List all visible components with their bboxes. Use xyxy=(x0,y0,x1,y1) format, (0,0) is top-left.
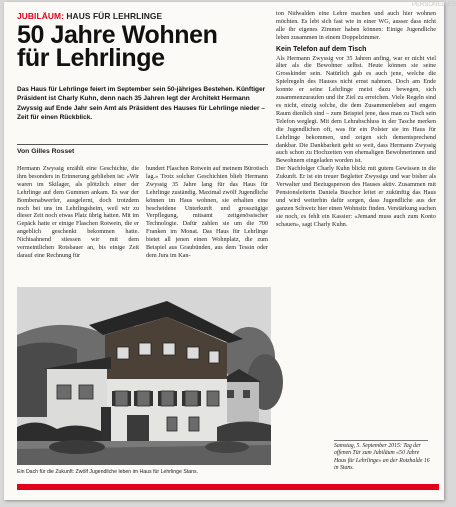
headline-line-2: für Lehrlinge xyxy=(17,44,165,72)
text-column-2 xyxy=(146,165,268,260)
text-column-1 xyxy=(17,165,139,260)
article-lead: Das Haus für Lehrlinge feiert im September sein 50-jähriges Bestehen. Künftiger Präsident ist Charly Kuhn, denn nach 35 Jahren legt der Architekt Hermann Zwyssig auf Ende Jahr sein Amt als Präsident des Hauses für Lehrlinge nieder – Zeit für einen Rückblick. xyxy=(17,86,266,122)
headline-line-1: 50 Jahre Wohnen xyxy=(17,21,218,49)
kicker-section: HAUS FÜR LEHRLINGE xyxy=(66,11,163,21)
body-paragraph: Hermann Zwyssig erzählt eine Geschichte, die ihm besonders in Erinnerung geblieben ist: «Wir waren im Skilager, als plötzlich einer der Lehrlinge auf dem Gummen ankam. Es war der Bombenabwerfer, ausgelernt, doch trotzdem noch bei uns im Lehrlingsheim, weil wir zu dieser Zeit noch etwas Platz übrig hatten. Mit im Gepäck hatte er einige Flaschen Rotwein, die er angeblich geschenkt bekommen hatte. Nichtsahnend stiessen wir mit dem vermeintlichen Rotsbauer an, bis einige Zeit darauf eine Rechnung für xyxy=(17,165,139,259)
text-column-3 xyxy=(276,10,436,228)
section-kicker xyxy=(17,11,162,21)
kicker-rubric: JUBILÄUM: xyxy=(17,11,64,21)
newspaper-page xyxy=(4,2,456,500)
body-paragraph: ton Nidwalden eine Lehre machen und auch hier wohnen möchten. Es lebt sich fast wie in einer WG, ausser dass nicht alle ihr eigenes Zimmer haben können: Einige Jugendliche leben zusammen in einem Doppelzimmer. xyxy=(276,10,436,41)
bleed-through-text: PERSONELLES xyxy=(412,2,456,8)
body-paragraph: Als Hermann Zwyssig vor 35 Jahren anfing, war er nicht viel älter als die Bewohner selbst. Heute können sie seine Grosskinder sein. Natürlich gab es auch jene, welche die Spielregeln des Hauses nicht ernst nahmen. Doch am Ende konnte er seine Lehrlinge meist dazu bewegen, sich zusammenzuraufen und ihr Ziel zu erreichen. Viele Regeln sind es nicht, einzig solche, die dem Zusammenleben auf engem Raum dienlich sind – zum Beispiel jene, dass man zu Tisch sein Telefon weglegt. Mit dem Lehrabschluss in der Tasche merken die Jugendlichen oft, was für ein Polster sie im Haus für Lehrlinge bekommen, und zeigen sich dementsprechend dankbar. Die Dankbarkeit geht so weit, dass Hermann Zwyssig auch schon zu Hochzeiten von ehemaligen Bewohnerinnen und Bewohnern eingeladen worden ist. xyxy=(276,54,436,165)
photo-caption: Ein Dach für die Zukunft: Zwölf Jugendliche leben im Haus für Lehrlinge Stans. xyxy=(17,469,199,475)
divider xyxy=(334,440,428,441)
body-paragraph: Der Nachfolger Charly Kuhn blickt mit gutem Gewissen in die Zukunft. Er ist ein treuer Begleiter Zwyssigs und war bisher als Verwalter und Beziugsperson des Hauses aktiv. Zusammen mit Pensionsleiterin Daniela Buschor leitet er zukünftig das Haus und wird weiterhin dafür sorgen, dass Jugendliche aus der ganzen Schweiz hier einen Wohnsitz finden. Verstärkung suchen sie noch, es fehlt ein Kassier: «Jemand muss auch zum Konto schauen», sagt Charly Kuhn. xyxy=(276,165,436,228)
event-note: Samstag, 5. September 2015: Tag der offenen Tür zum Jubiläum «50 Jahre Haus für Lehrlinge» an der Rotzhalde 16 in Stans. xyxy=(334,443,430,471)
accent-bar xyxy=(17,484,439,490)
article-byline: Von Gilles Rosset xyxy=(17,148,75,155)
house-photo xyxy=(17,287,271,465)
divider xyxy=(17,144,268,145)
subheading: Kein Telefon auf dem Tisch xyxy=(276,45,367,53)
body-paragraph: hundert Flaschen Rotwein auf meinem Bürotisch lag.» Trotz solcher Geschichten blieb Hermann Zwyssig 35 Jahre lang für das Haus für Lehrlinge zuständig. Maximal zwölf Jugendliche können im Haus wohnen, sie erhalten eine bescheidene Unterkunft und grosszügige Verpflegung, mitsamt zeitgenössischer Technologie. Dafür zahlen sie um die 700 Franken im Monat. Das Haus für Lehrlinge bietet all jenen einen Wohnplatz, die zum Beispiel aus Graubünden, aus dem Tessin oder dem Jura im Kan- xyxy=(146,165,268,259)
